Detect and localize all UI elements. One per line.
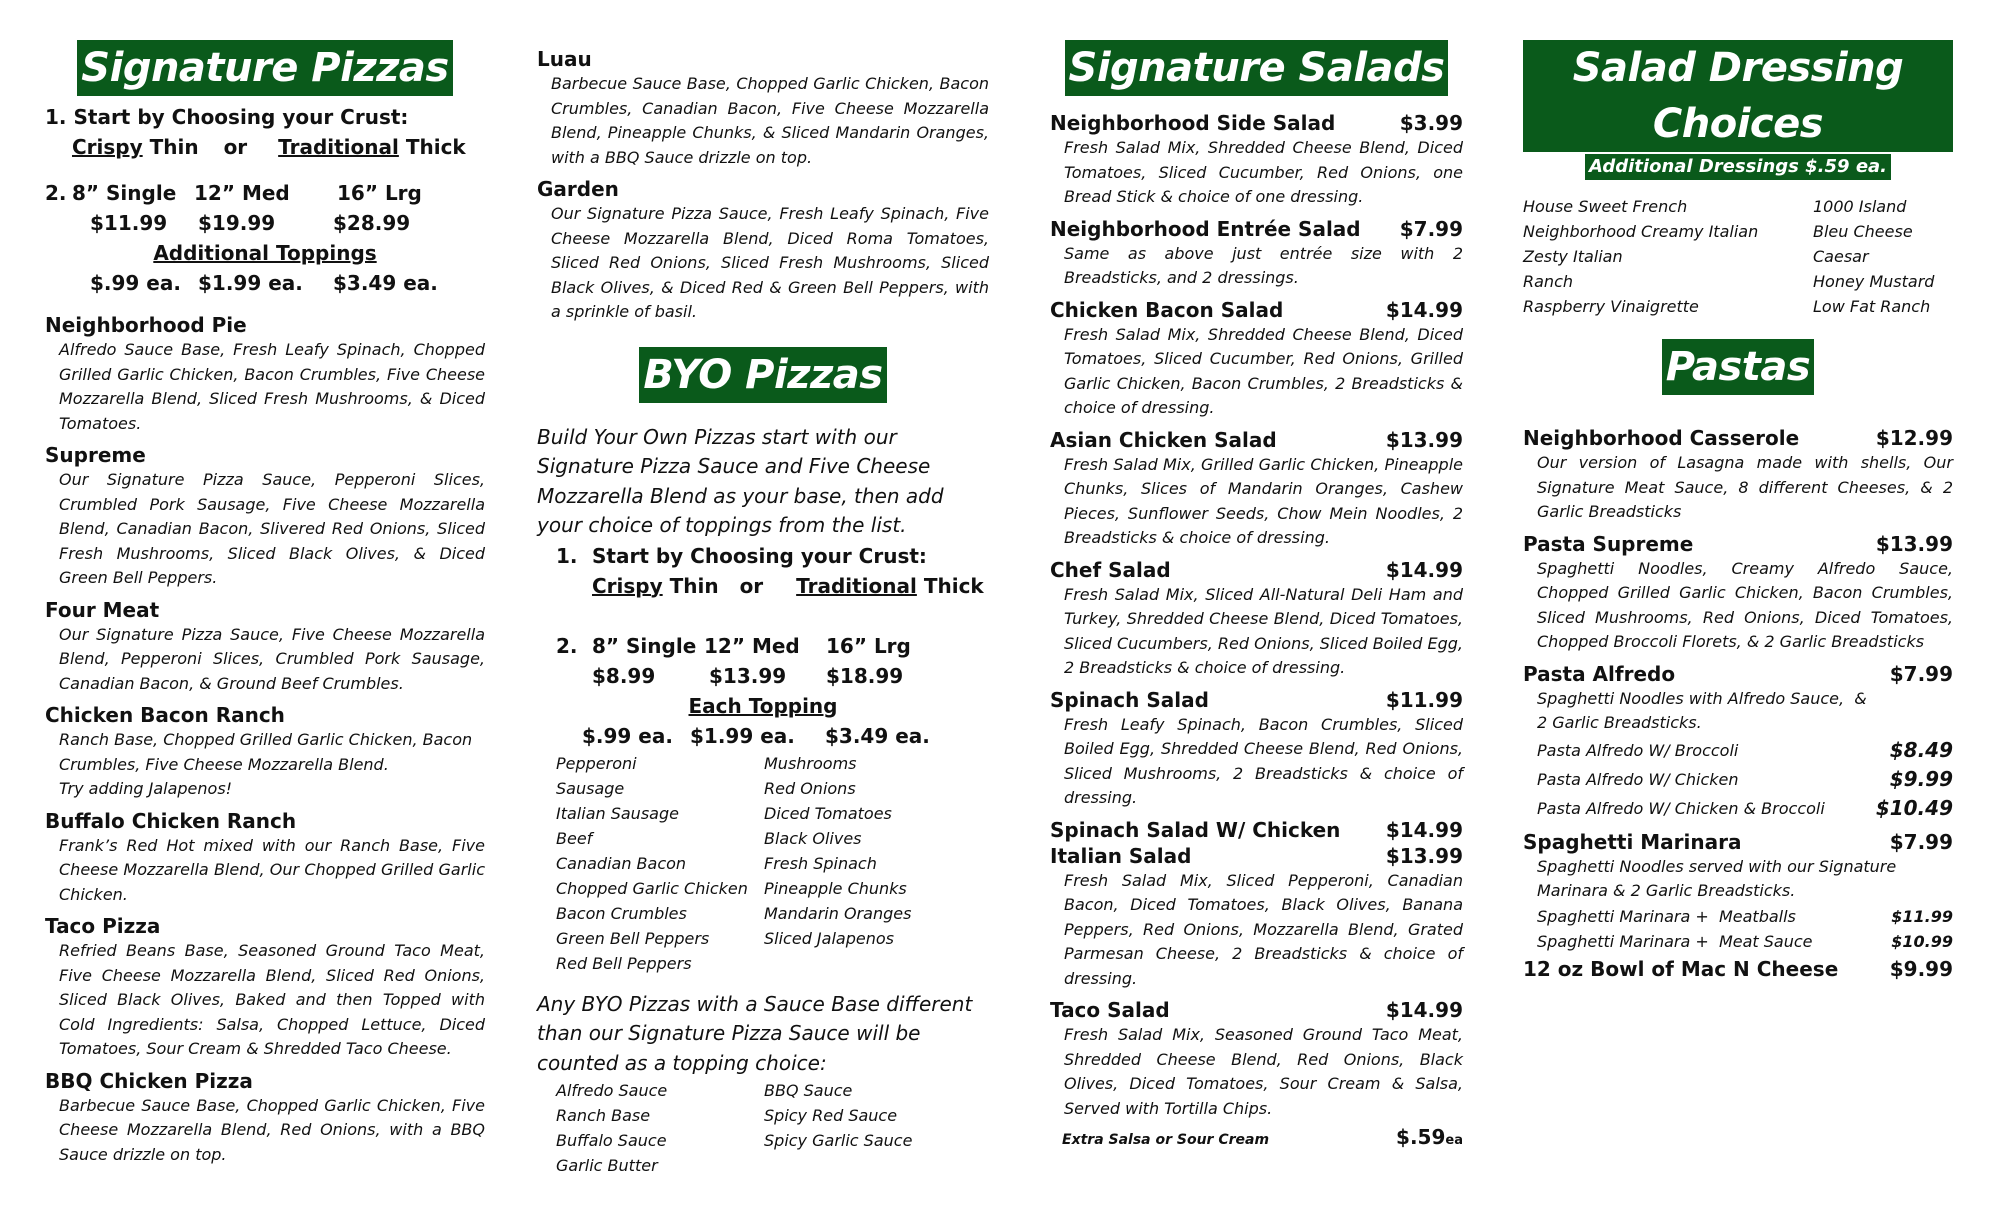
signature-salads-column bbox=[1050, 40, 1463, 1149]
sauce-list bbox=[537, 1078, 989, 1178]
item-description: Our Signature Pizza Sauce, Fresh Leafy Spinach, Five Cheese Mozzarella Blend, Diced Roma Tomatoes, Sliced Red Onions, Sliced Fresh Mushrooms, Sliced Black Olives, & Diced Red & Green Bell Peppers, with a sprinkle of basil. bbox=[551, 204, 989, 321]
sauce-item: Buffalo Sauce bbox=[556, 1131, 667, 1150]
item-name: Four Meat bbox=[45, 597, 160, 622]
option-name: Pasta Alfredo W/ Chicken & Broccoli bbox=[1537, 798, 1825, 818]
topping-price-med: $1.99 ea. bbox=[690, 723, 795, 748]
topping-item: Fresh Spinach bbox=[764, 853, 877, 873]
topping-price-small: $.99 ea. bbox=[582, 723, 673, 748]
additional-toppings-heading: Additional Toppings bbox=[153, 241, 377, 265]
crust-options bbox=[45, 132, 485, 162]
crust-option-crispy: Crispy bbox=[592, 573, 663, 598]
topping-item: Red Bell Peppers bbox=[556, 953, 692, 973]
item-description: Our Signature Pizza Sauce, Five Cheese Mozzarella Blend, Pepperoni Slices, Crumbled Pork Sausage, Canadian Bacon, & Ground Beef Crumbles. bbox=[59, 624, 485, 693]
topping-item: Sliced Jalapenos bbox=[764, 928, 894, 948]
byo-pizzas-heading: BYO Pizzas bbox=[639, 347, 886, 403]
item-description: Alfredo Sauce Base, Fresh Leafy Spinach, Chopped Grilled Garlic Chicken, Bacon Crumbles, Five Cheese Mozzarella Blend, Sliced Fresh Mushrooms, & Diced Tomatoes. bbox=[59, 340, 485, 433]
item-description: Frank’s Red Hot mixed with our Ranch Base, Five Cheese Mozzarella Blend, Our Chopped Grilled Garlic Chicken. bbox=[59, 835, 485, 904]
item-name: Pasta Supreme bbox=[1523, 531, 1694, 556]
dressing-item: Caesar bbox=[1813, 247, 1869, 266]
item-name: Neighborhood Pie bbox=[45, 313, 247, 337]
pasta-item bbox=[1523, 425, 1953, 525]
pastas-heading-wrap bbox=[1523, 339, 1953, 395]
size-single: 8” Single bbox=[592, 633, 697, 658]
item-name: Buffalo Chicken Ranch bbox=[45, 808, 297, 833]
size-single: 8” Single bbox=[72, 181, 177, 205]
sauce-item: Spicy Red Sauce bbox=[764, 1106, 898, 1125]
additional-dressings-note: Additional Dressings $.59 ea. bbox=[1585, 154, 1891, 180]
crust-or: or bbox=[223, 135, 248, 159]
step-number: 2. bbox=[556, 633, 578, 658]
step-number: 2. bbox=[45, 181, 67, 205]
item-price: $7.99 bbox=[1889, 829, 1953, 854]
topping-price-large: $3.49 ea. bbox=[333, 271, 438, 295]
size-prices bbox=[45, 208, 485, 238]
sauce-item: Ranch Base bbox=[556, 1106, 651, 1125]
signature-pizzas-heading: Signature Pizzas bbox=[77, 40, 452, 96]
step-text: Start by Choosing your Crust: bbox=[592, 543, 927, 568]
item-description: Barbecue Sauce Base, Chopped Garlic Chicken, Five Cheese Mozzarella Blend, Red Onions, with a BBQ Sauce drizzle on top. bbox=[59, 1095, 485, 1164]
pizza-list bbox=[45, 312, 485, 1167]
sauce-item: Spicy Garlic Sauce bbox=[764, 1131, 913, 1150]
item-description: Fresh Salad Mix, Seasoned Ground Taco Meat, Shredded Cheese Blend, Red Onions, Black Olives, Diced Tomatoes, Sour Cream & Salsa, Served with Tortilla Chips. bbox=[1064, 1025, 1463, 1118]
salad-item bbox=[1050, 843, 1463, 992]
crust-option-traditional: Traditional bbox=[278, 135, 399, 159]
topping-item: Mushrooms bbox=[764, 753, 857, 773]
item-name: Spinach Salad bbox=[1050, 687, 1209, 712]
topping-item: Black Olives bbox=[764, 828, 862, 848]
dressing-item: Bleu Cheese bbox=[1813, 222, 1913, 241]
byo-topping-prices bbox=[537, 721, 989, 751]
dressing-item: Neighborhood Creamy Italian bbox=[1523, 222, 1759, 241]
salads-heading-wrap bbox=[1050, 40, 1463, 96]
item-description: Refried Beans Base, Seasoned Ground Taco Meat, Five Cheese Mozzarella Blend, Sliced Red Onions, Sliced Black Olives, Baked and then Topped with Cold Ingredients: Salsa, Chopped Lettuce, Diced Tomatoes, Sour Cream & Shredded Taco Cheese. bbox=[59, 941, 485, 1058]
signature-pizzas-heading-wrap bbox=[45, 40, 485, 96]
price-lrg: $18.99 bbox=[826, 663, 904, 688]
byo-size-prices bbox=[537, 661, 989, 691]
topping-item: Beef bbox=[556, 828, 593, 848]
pizza-item-four-meat bbox=[45, 597, 485, 697]
topping-item: Sausage bbox=[556, 778, 625, 798]
topping-item: Green Bell Peppers bbox=[556, 928, 710, 948]
item-price: $14.99 bbox=[1385, 557, 1463, 582]
pizza-item-bbq-chicken bbox=[45, 1068, 485, 1168]
byo-intro: Build Your Own Pizzas start with our Signature Pizza Sauce and Five Cheese Mozzarella Blend as your base, then add your choice of toppings from the list. bbox=[537, 424, 944, 537]
pizza-item-supreme bbox=[45, 442, 485, 591]
item-description: Fresh Salad Mix, Sliced Pepperoni, Canadian Bacon, Diced Tomatoes, Black Olives, Banana Peppers, Red Onions, Mozzarella Blend, Grated Parmesan Cheese, 2 Breadsticks & choice of dressing. bbox=[1064, 870, 1463, 988]
item-price: $13.99 bbox=[1385, 843, 1463, 868]
item-price: $13.99 bbox=[1875, 531, 1953, 556]
dressing-item: House Sweet French bbox=[1523, 197, 1688, 216]
crust-option-crispy-rest: Thin bbox=[142, 135, 199, 159]
salad-item bbox=[1050, 297, 1463, 421]
salad-item bbox=[1050, 557, 1463, 681]
item-price: $11.99 bbox=[1385, 687, 1463, 712]
size-lrg: 16” Lrg bbox=[337, 181, 422, 205]
extra-price bbox=[1396, 1125, 1463, 1149]
step-text: Start by Choosing your Crust: bbox=[73, 105, 409, 129]
item-description: Fresh Leafy Spinach, Bacon Crumbles, Sliced Boiled Egg, Shredded Cheese Blend, Red Onions, Sliced Mushrooms, 2 Breadsticks & choice of dressing. bbox=[1064, 714, 1463, 807]
salad-item bbox=[1050, 687, 1463, 811]
each-topping-heading: Each Topping bbox=[688, 693, 838, 718]
option-price: $10.99 bbox=[1891, 931, 1953, 951]
option-price: $11.99 bbox=[1891, 906, 1953, 926]
item-name: Pasta Alfredo bbox=[1523, 661, 1676, 686]
pizza-item-taco-pizza bbox=[45, 913, 485, 1062]
option-price: $8.49 bbox=[1889, 737, 1953, 762]
item-name: Spaghetti Marinara bbox=[1523, 829, 1742, 854]
item-description: Fresh Salad Mix, Grilled Garlic Chicken, Pineapple Chunks, Slices of Mandarin Oranges, Cashew Pieces, Sunflower Seeds, Chow Mein Noodles, 2 Breadsticks & choice of dressing. bbox=[1064, 454, 1463, 547]
item-description: Barbecue Sauce Base, Chopped Garlic Chicken, Bacon Crumbles, Canadian Bacon, Five Cheese Mozzarella Blend, Pineapple Chunks, & Sliced Mandarin Oranges, with a BBQ Sauce drizzle on top. bbox=[551, 74, 989, 167]
item-price: $14.99 bbox=[1385, 297, 1463, 322]
toppings-list bbox=[537, 751, 989, 976]
topping-item: Red Onions bbox=[764, 778, 856, 798]
pizza-item-luau bbox=[537, 46, 989, 170]
dressings-pastas-column bbox=[1523, 40, 1953, 982]
size-lrg: 16” Lrg bbox=[826, 633, 911, 658]
item-description: Spaghetti Noodles served with our Signature Marinara & 2 Garlic Breadsticks. bbox=[1537, 856, 1897, 900]
option-name: Spaghetti Marinara + Meatballs bbox=[1537, 906, 1796, 926]
sauce-item: Garlic Butter bbox=[556, 1156, 658, 1175]
item-name: Chicken Bacon Salad bbox=[1050, 297, 1284, 322]
dressing-item: Ranch bbox=[1523, 272, 1573, 291]
item-price: $14.99 bbox=[1385, 817, 1463, 842]
price-single: $11.99 bbox=[90, 211, 168, 235]
item-name: Neighborhood Casserole bbox=[1523, 426, 1800, 450]
topping-item: Diced Tomatoes bbox=[764, 803, 892, 823]
byo-crust-step bbox=[537, 541, 989, 571]
pasta-option bbox=[1523, 929, 1953, 954]
item-name: Taco Pizza bbox=[45, 914, 161, 938]
topping-price-small: $.99 ea. bbox=[90, 271, 181, 295]
pasta-option bbox=[1523, 794, 1953, 823]
item-name: Chef Salad bbox=[1050, 557, 1171, 582]
pasta-option bbox=[1523, 904, 1953, 929]
price-lrg: $28.99 bbox=[333, 211, 411, 235]
dressing-item: Zesty Italian bbox=[1523, 247, 1623, 266]
topping-item: Pineapple Chunks bbox=[764, 878, 907, 898]
salad-item bbox=[1050, 110, 1463, 210]
pizza-item-garden bbox=[537, 176, 989, 325]
size-med: 12” Med bbox=[704, 633, 800, 658]
topping-item: Canadian Bacon bbox=[556, 853, 687, 873]
sauce-item: Alfredo Sauce bbox=[556, 1081, 668, 1100]
option-name: Spaghetti Marinara + Meat Sauce bbox=[1537, 931, 1813, 951]
price-single: $8.99 bbox=[592, 663, 656, 688]
byo-pizzas-column bbox=[537, 46, 989, 1178]
dressing-choices-heading: Salad Dressing Choices bbox=[1523, 40, 1953, 152]
crust-option-traditional-rest: Thick bbox=[398, 135, 466, 159]
item-name: Italian Salad bbox=[1050, 843, 1192, 868]
option-price: $10.49 bbox=[1875, 795, 1953, 820]
dressing-item: Low Fat Ranch bbox=[1813, 297, 1931, 316]
pizza-item-chicken-bacon-ranch bbox=[45, 702, 485, 802]
item-description: Ranch Base, Chopped Grilled Garlic Chicken, Bacon Crumbles, Five Cheese Mozzarella Blend. bbox=[59, 730, 473, 774]
item-description: Our version of Lasagna made with shells, Our Signature Meat Sauce, 8 different Cheeses, & 2 Garlic Breadsticks bbox=[1537, 453, 1953, 521]
item-description: Fresh Salad Mix, Shredded Cheese Blend, Diced Tomatoes, Sliced Cucumber, Red Onions, Grilled Garlic Chicken, Bacon Crumbles, 2 Breadsticks & choice of dressing. bbox=[1064, 324, 1463, 417]
item-name: Chicken Bacon Ranch bbox=[45, 703, 285, 727]
pasta-option bbox=[1523, 765, 1953, 794]
item-name: Supreme bbox=[45, 443, 146, 467]
salad-item bbox=[1050, 997, 1463, 1121]
pastas-heading: Pastas bbox=[1662, 339, 1814, 395]
dressing-item: Honey Mustard bbox=[1813, 272, 1935, 291]
signature-pizzas-column bbox=[45, 40, 485, 1167]
step-number: 1. bbox=[45, 105, 67, 129]
byo-heading-wrap bbox=[537, 347, 989, 403]
topping-item: Mandarin Oranges bbox=[764, 903, 912, 923]
dressing-item: 1000 Island bbox=[1813, 197, 1907, 216]
item-name: Taco Salad bbox=[1050, 998, 1170, 1022]
pizza-item-buffalo-chicken-ranch bbox=[45, 808, 485, 908]
item-name: Asian Chicken Salad bbox=[1050, 427, 1277, 452]
item-price: $13.99 bbox=[1385, 427, 1463, 452]
size-step bbox=[45, 178, 485, 208]
topping-item: Chopped Garlic Chicken bbox=[556, 878, 748, 898]
pasta-item bbox=[1523, 829, 1953, 904]
price-med: $13.99 bbox=[709, 663, 787, 688]
pizza-item-neighborhood-pie bbox=[45, 312, 485, 436]
item-name: 12 oz Bowl of Mac N Cheese bbox=[1523, 956, 1839, 981]
dressing-item: Raspberry Vinaigrette bbox=[1523, 297, 1699, 316]
item-description: Spaghetti Noodles with Alfredo Sauce, & 2 Garlic Breadsticks. bbox=[1537, 688, 1867, 732]
sauce-item bbox=[764, 1153, 964, 1178]
item-description: Fresh Salad Mix, Shredded Cheese Blend, Diced Tomatoes, Sliced Cucumber, Red Onions, one Bread Stick & choice of one dressing. bbox=[1064, 138, 1463, 206]
option-name: Pasta Alfredo W/ Chicken bbox=[1537, 769, 1739, 789]
item-name: Neighborhood Side Salad bbox=[1050, 111, 1336, 135]
item-description: Same as above just entrée size with 2 Breadsticks, and 2 dressings. bbox=[1064, 243, 1463, 287]
item-name: BBQ Chicken Pizza bbox=[45, 1068, 253, 1093]
item-price: $9.99 bbox=[1889, 956, 1953, 981]
crust-option-crispy-rest: Thin bbox=[662, 573, 719, 598]
dressing-heading-wrap bbox=[1523, 40, 1953, 180]
step-number: 1. bbox=[556, 543, 578, 568]
item-price: $14.99 bbox=[1385, 998, 1463, 1022]
pasta-option bbox=[1523, 736, 1953, 765]
item-tip: Try adding Jalapenos! bbox=[59, 779, 233, 798]
size-med: 12” Med bbox=[194, 181, 290, 205]
pasta-item bbox=[1523, 531, 1953, 655]
signature-salads-heading: Signature Salads bbox=[1065, 40, 1449, 96]
item-description: Our Signature Pizza Sauce, Pepperoni Slices, Crumbled Pork Sausage, Five Cheese Mozzarella Blend, Canadian Bacon, Slivered Red Onions, Sliced Fresh Mushrooms, Sliced Black Olives, & Diced Green Bell Peppers. bbox=[59, 470, 485, 587]
extra-salsa-row bbox=[1050, 1125, 1463, 1149]
topping-item bbox=[764, 951, 964, 976]
sauce-item: BBQ Sauce bbox=[764, 1081, 853, 1100]
item-price: $12.99 bbox=[1875, 426, 1953, 450]
crust-option-traditional-rest: Thick bbox=[916, 573, 984, 598]
extra-price-value: $.59 bbox=[1396, 1125, 1446, 1149]
item-price: $3.99 bbox=[1399, 111, 1463, 135]
salad-item bbox=[1050, 427, 1463, 551]
extra-label: Extra Salsa or Sour Cream bbox=[1062, 1132, 1270, 1148]
item-price: $7.99 bbox=[1399, 216, 1463, 241]
pasta-item bbox=[1523, 661, 1953, 736]
salad-item bbox=[1050, 216, 1463, 291]
byo-crust-options bbox=[537, 571, 989, 601]
pasta-list bbox=[1523, 425, 1953, 982]
byo-size-step bbox=[537, 631, 989, 661]
crust-step bbox=[45, 102, 485, 132]
topping-item: Italian Sausage bbox=[556, 803, 679, 823]
option-name: Pasta Alfredo W/ Broccoli bbox=[1537, 740, 1739, 760]
topping-prices bbox=[45, 268, 485, 298]
item-price: $7.99 bbox=[1889, 661, 1953, 686]
pasta-item bbox=[1523, 956, 1953, 982]
sauce-note: Any BYO Pizzas with a Sauce Base different than our Signature Pizza Sauce will be counted as a topping choice: bbox=[537, 991, 973, 1075]
item-description: Fresh Salad Mix, Sliced All-Natural Deli Ham and Turkey, Shredded Cheese Blend, Diced Tomatoes, Sliced Cucumbers, Red Onions, Sliced Boiled Egg, 2 Breadsticks & choice of dressing. bbox=[1064, 584, 1463, 677]
extra-price-unit: ea bbox=[1445, 1133, 1463, 1148]
item-name: Neighborhood Entrée Salad bbox=[1050, 216, 1361, 241]
salad-list bbox=[1050, 110, 1463, 1149]
salad-item bbox=[1050, 817, 1463, 843]
item-name: Spinach Salad W/ Chicken bbox=[1050, 817, 1341, 842]
dressing-list bbox=[1523, 194, 1953, 319]
item-description: Spaghetti Noodles, Creamy Alfredo Sauce, Chopped Grilled Garlic Chicken, Bacon Crumbles, Sliced Mushrooms, Red Onions, Diced Tomatoes, Chopped Broccoli Florets, & 2 Garlic Breadsticks bbox=[1537, 558, 1953, 651]
topping-price-med: $1.99 ea. bbox=[198, 271, 303, 295]
option-price: $9.99 bbox=[1889, 766, 1953, 791]
crust-or: or bbox=[739, 573, 764, 598]
topping-price-large: $3.49 ea. bbox=[825, 723, 930, 748]
price-med: $19.99 bbox=[198, 211, 276, 235]
item-name: Luau bbox=[537, 47, 592, 71]
crust-option-crispy: Crispy bbox=[72, 135, 143, 159]
crust-option-traditional: Traditional bbox=[796, 573, 917, 598]
topping-item: Pepperoni bbox=[556, 753, 637, 773]
topping-item: Bacon Crumbles bbox=[556, 903, 687, 923]
item-name: Garden bbox=[537, 177, 619, 201]
